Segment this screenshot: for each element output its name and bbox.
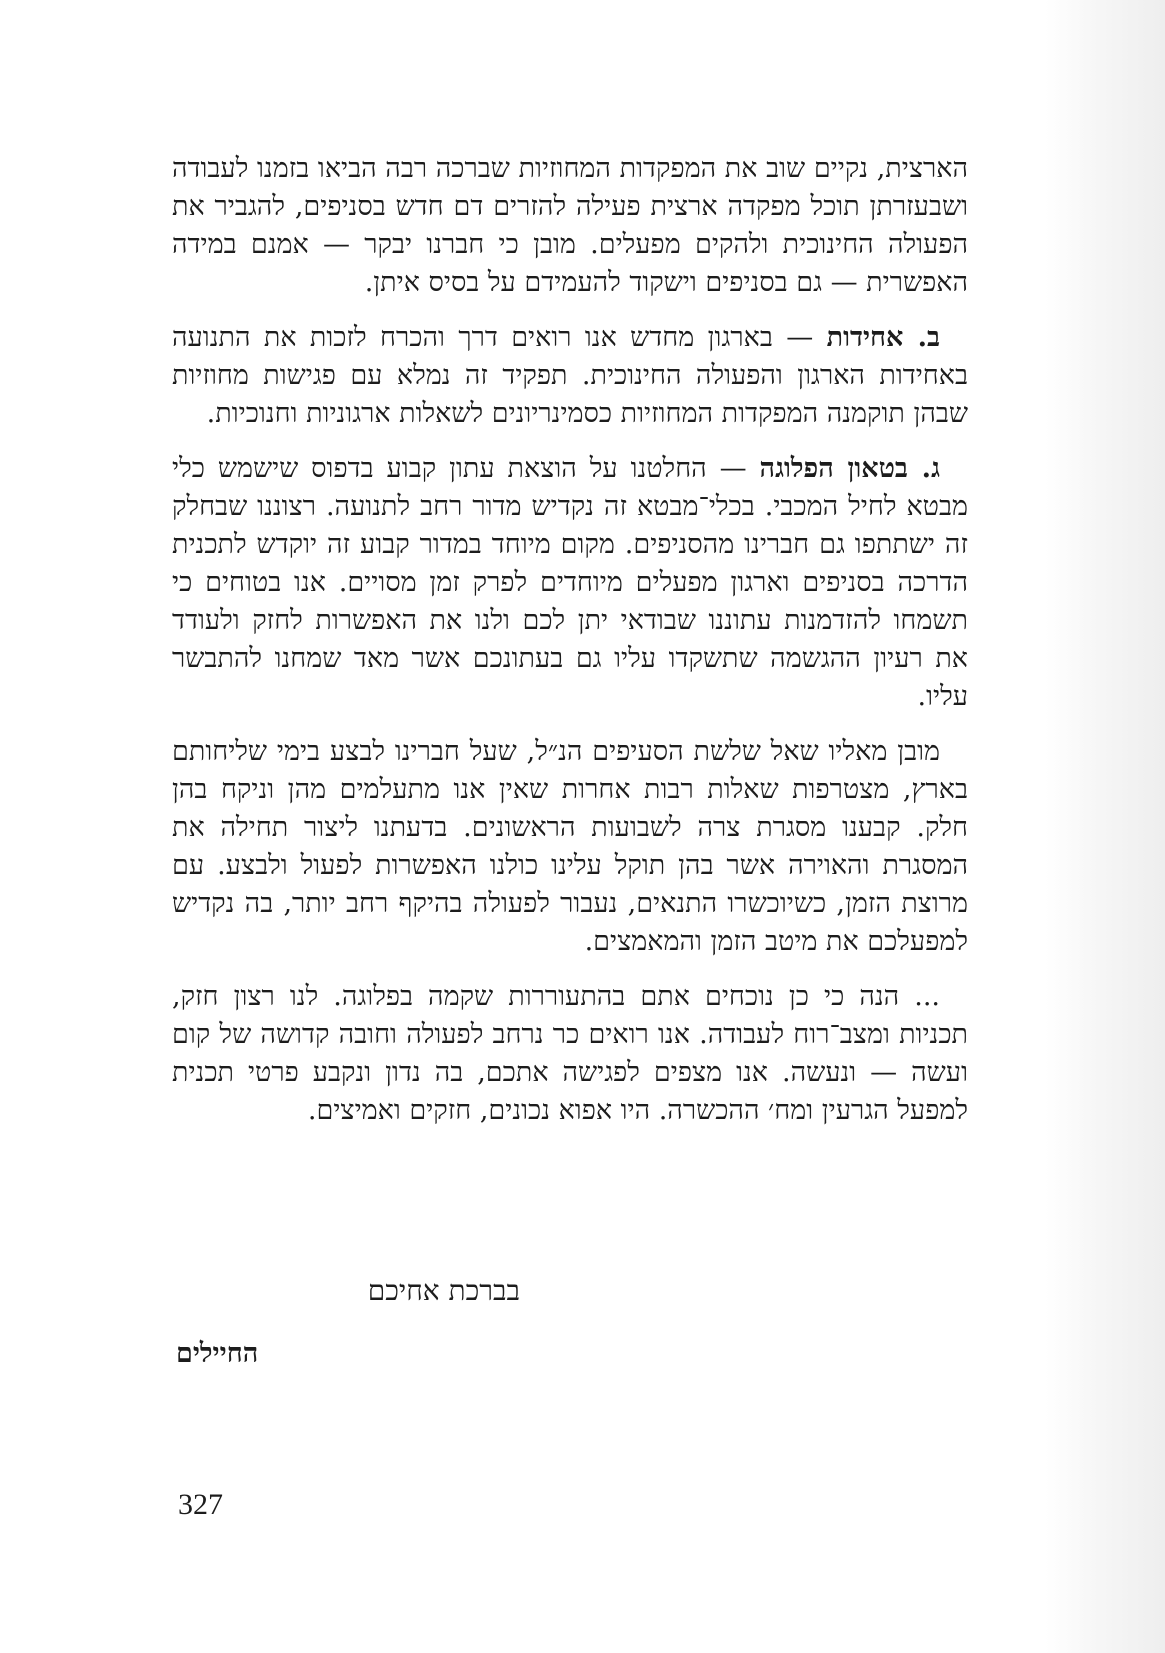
- signature: החיילים: [176, 1338, 259, 1369]
- paragraph-unity: [172, 319, 968, 433]
- section-label: ג. בטאון הפלוגה: [759, 453, 940, 484]
- page-number: 327: [178, 1488, 223, 1521]
- paragraph-text: — בארגון מחדש אנו רואים דרך והכרח לזכות את התנועה באחידות הארגון והפעולה החינוכית. תפקיד זה נמלא עם פגישות מחוזיות שבהן תוקמנה המפקדות המחוזיות כסמינריונים לשאלות ארגוניות וחנוכיות.: [172, 322, 968, 429]
- paragraph-newsletter: [172, 450, 968, 716]
- section-label: ב. אחידות: [826, 322, 940, 353]
- paragraph-awakening: [172, 978, 968, 1130]
- paragraph-text: הארצית, נקיים שוב את המפקדות המחוזיות שברכה רבה הביאו בזמנו לעבודה ושבעזרתן תוכל מפקדה ארצית פעילה להזרים דם חדש בסניפים, להגביר את הפעולה החינוכית ולהקים מפעלים. מובן כי חברנו יבקר — אמנם במידה האפשרית — גם בסניפים וישקוד להעמידם על בסיס איתן.: [172, 153, 968, 298]
- paragraph-text: ... הנה כי כן נוכחים אתם בהתעוררות שקמה בפלוגה. לנו רצון חזק, תכניות ומצב־רוח לעבודה. אנו רואים כר נרחב לפעולה וחובה קדושה של קום ועשה — ונעשה. אנו מצפים לפגישה אתכם, בה נדון ונקבע פרטי תכנית למפעל הגרעין ומח׳ ההכשרה. היו אפוא נכונים, חזקים ואמיצים.: [172, 981, 968, 1126]
- document-body: [172, 150, 968, 1147]
- page-edge-shadow: [1045, 0, 1165, 1653]
- paragraph-text: — החלטנו על הוצאת עתון קבוע בדפוס שישמש כלי מבטא לחיל המכבי. בכלי־מבטא זה נקדיש מדור רחב לתנועה. רצוננו שבחלק זה ישתתפו גם חברינו מהסניפים. מקום מיוחד במדור קבוע זה יוקדש לתכנית הדרכה בסניפים וארגון מפעלים מיוחדים לפרק זמן מסויים. אנו בטוחים כי תשמחו להזדמנות עתוננו שבודאי יתן לכם ולנו את האפשרות לחזק ולעודד את רעיון ההגשמה שתשקדו עליו גם בעתונכם אשר מאד שמחנו להתבשר עליו.: [172, 453, 968, 712]
- paragraph-intro: [172, 150, 968, 302]
- paragraph-text: מובן מאליו שאל שלשת הסעיפים הנ״ל, שעל חברינו לבצע בימי שליחותם בארץ, מצטרפות שאלות רבות אחרות שאין אנו מתעלמים מהן וניקח בהן חלק. קבענו מסגרת צרה לשבועות הראשונים. בדעתנו ליצור תחילה את המסגרת והאוירה אשר בהן תוקל עלינו כולנו האפשרות לפעול ולבצע. עם מרוצת הזמן, כשיוכשרו התנאים, נעבור לפעולה בהיקף רחב יותר, בה נקדיש למפעלכם את מיטב הזמן והמאמצים.: [172, 736, 968, 957]
- closing-greeting: בברכת אחיכם: [367, 1274, 520, 1307]
- paragraph-obvious: [172, 733, 968, 961]
